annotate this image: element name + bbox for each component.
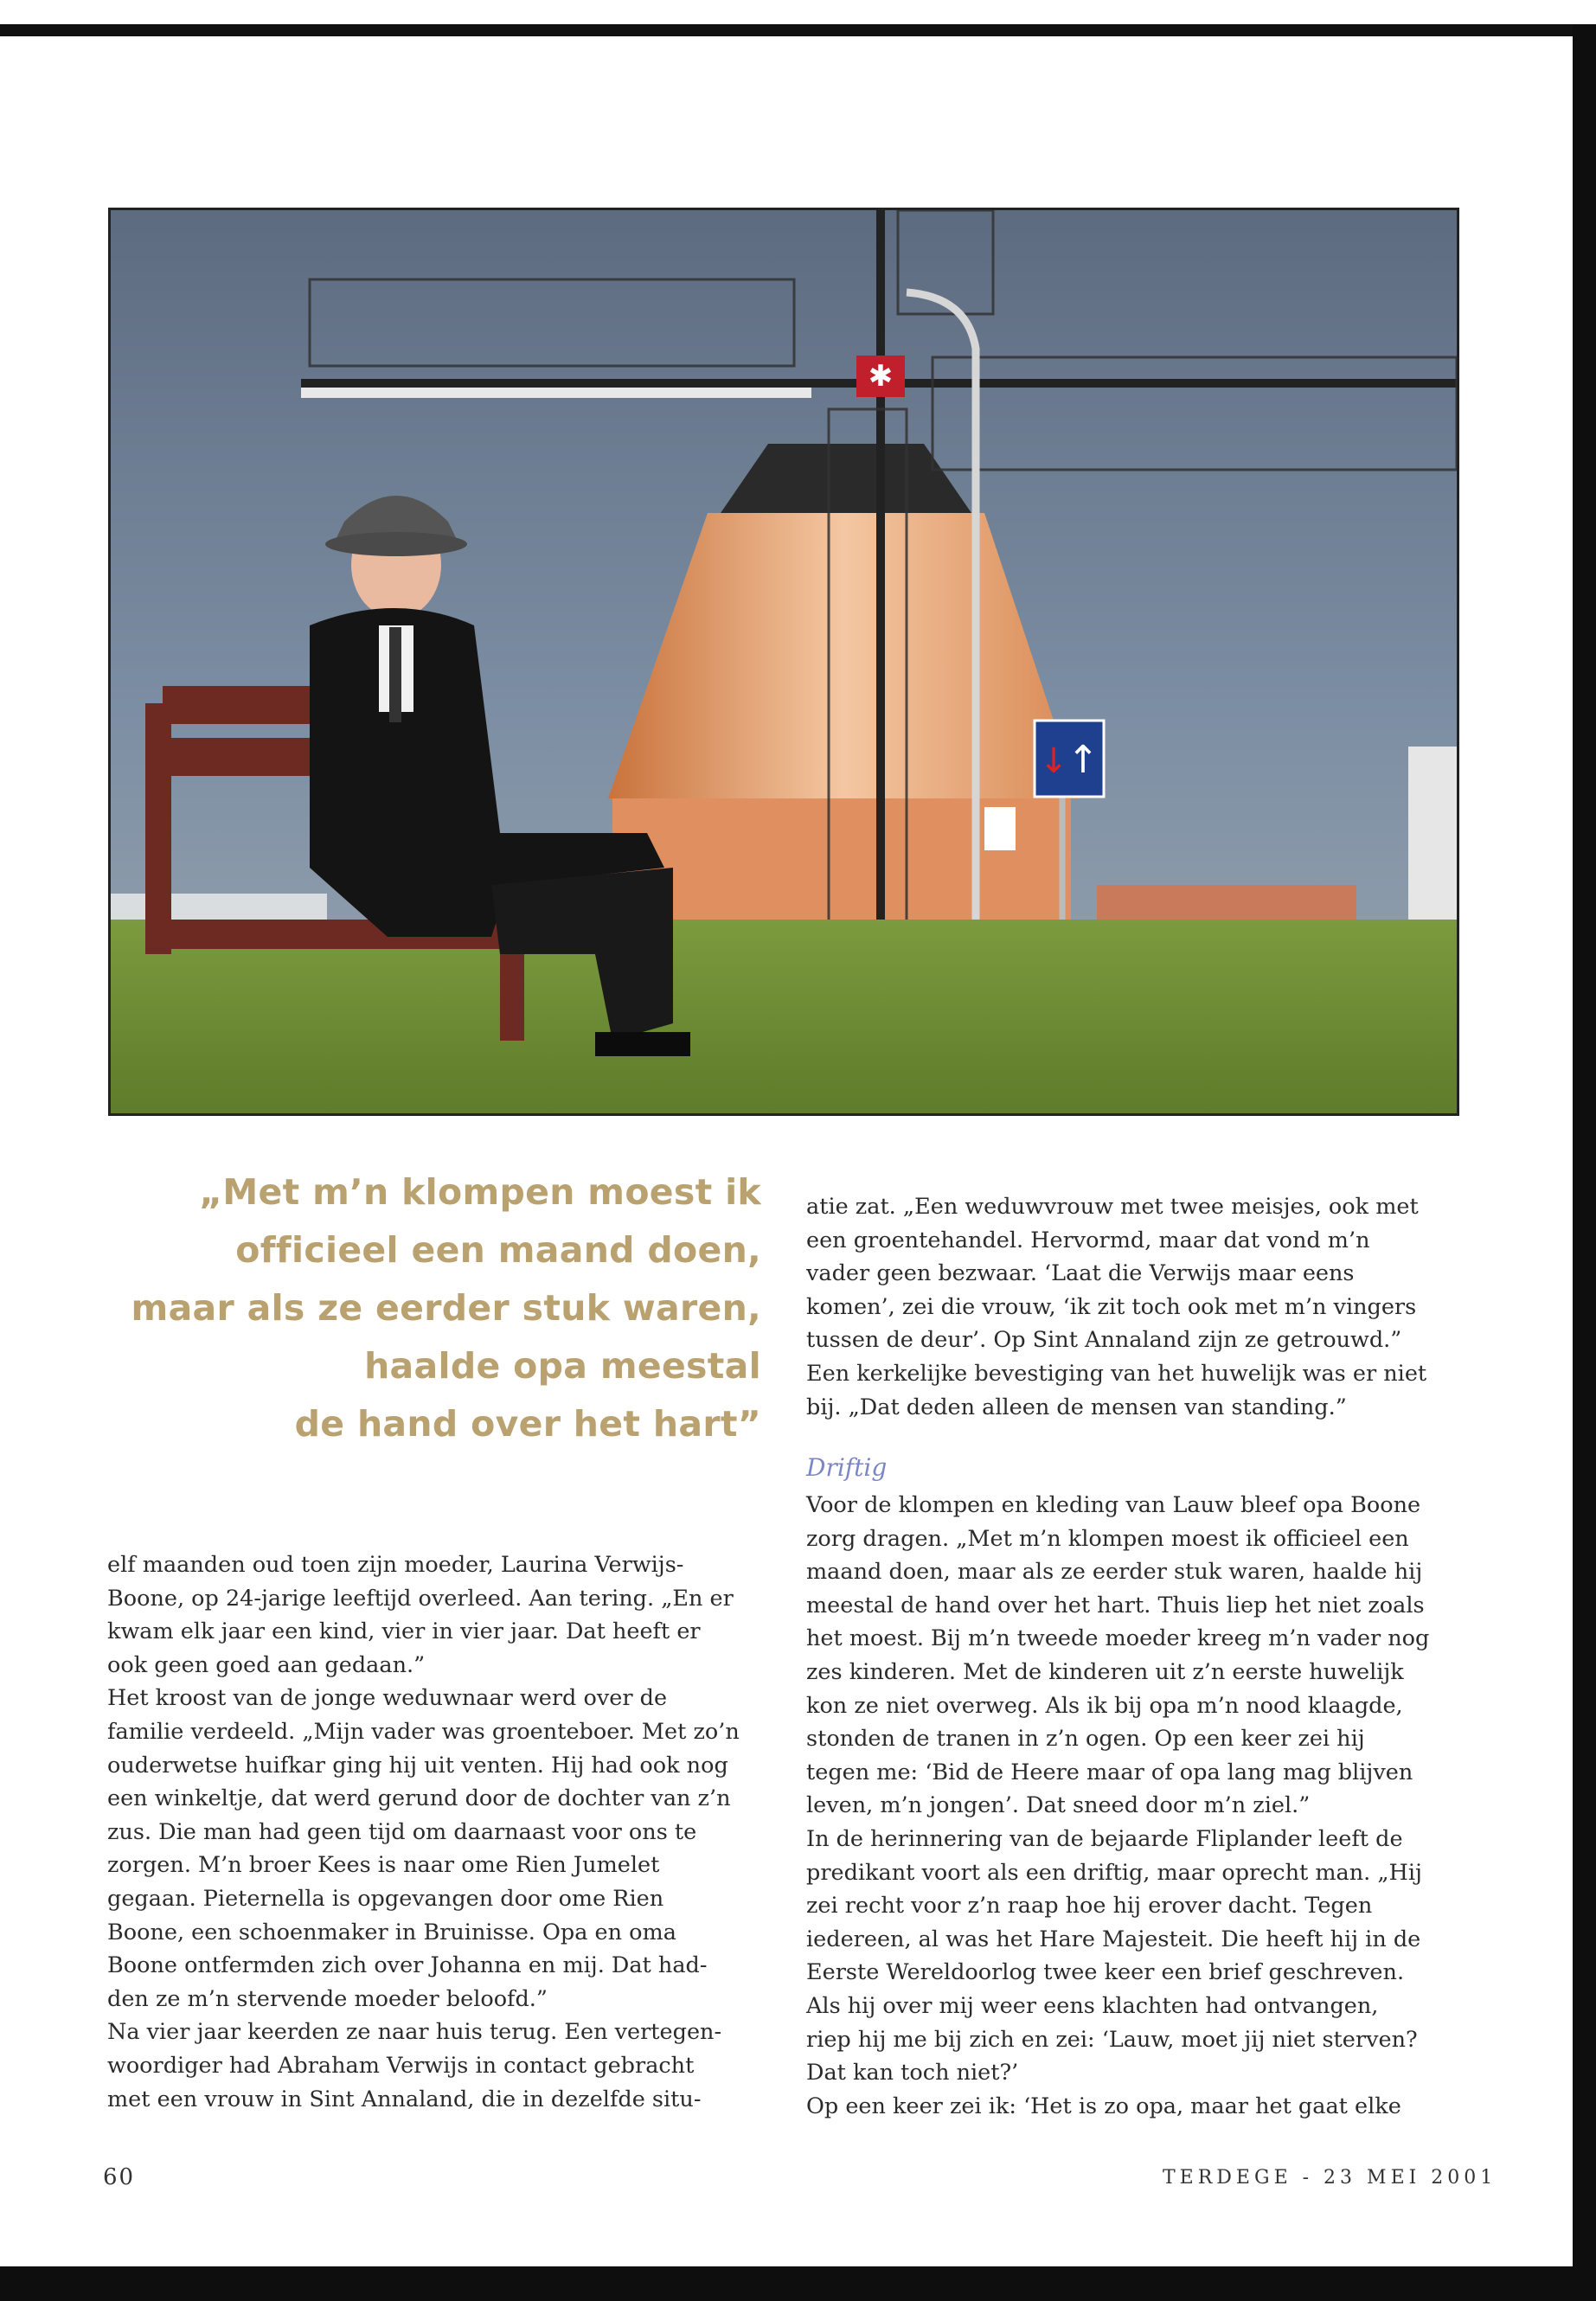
text-line: Voor de klompen en kleding van Lauw bleef opa Boone (806, 1492, 1421, 1518)
scan-edge-bottom (0, 2266, 1596, 2301)
text-line: maand doen, maar als ze eerder stuk waren, haalde hij (806, 1559, 1423, 1586)
text-line: gegaan. Pieternella is opgevangen door ome Rien (107, 1885, 664, 1912)
text-line: den ze m’n stervende moeder beloofd.” (107, 1985, 548, 2012)
text-line: ook geen goed aan gedaan.” (107, 1651, 426, 1678)
text-line: Dat kan toch niet?’ (806, 2060, 1019, 2086)
text-line: stonden de tranen in z’n ogen. Op een keer zei hij (806, 1726, 1365, 1753)
text-line: Op een keer zei ik: ‘Het is zo opa, maar het gaat elke (806, 2093, 1401, 2119)
text-line: zei recht voor z’n raap hoe hij erover dacht. Tegen (806, 1893, 1373, 1920)
section-heading: Driftig (806, 1453, 888, 1482)
right-column-bottom (806, 1489, 1472, 2123)
text-line: zorg dragen. „Met m’n klompen moest ik officieel een (806, 1525, 1409, 1552)
text-line: met een vrouw in Sint Annaland, die in dezelfde situ- (107, 2086, 702, 2112)
article-photo (108, 208, 1459, 1116)
left-column (107, 1548, 756, 2116)
text-line: Het kroost van de jonge weduwnaar werd over de (107, 1685, 668, 1712)
scan-edge-right (1573, 24, 1596, 2301)
text-line: predikant voort als een driftig, maar oprecht man. „Hij (806, 1859, 1422, 1886)
pull-quote-line: officieel een maand doen, (235, 1229, 761, 1271)
text-line: riep hij me bij zich en zei: ‘Lauw, moet jij niet sterven? (806, 2026, 1418, 2053)
text-line: Boone, een schoenmaker in Bruinisse. Opa en oma (107, 1919, 676, 1945)
text-line: kon ze niet overweg. Als ik bij opa m’n nood klaagde, (806, 1692, 1403, 1719)
text-line: iedereen, al was het Hare Majesteit. Die heeft hij in de (806, 1926, 1421, 1952)
pull-quote-line: haalde opa meestal (364, 1345, 761, 1387)
text-line: kwam elk jaar een kind, vier in vier jaar. Dat heeft er (107, 1618, 701, 1645)
text-line: Een kerkelijke bevestiging van het huwelijk was er niet (806, 1360, 1427, 1387)
text-line: zus. Die man had geen tijd om daarnaast voor ons te (107, 1818, 697, 1845)
text-line: atie zat. „Een weduwvrouw met twee meisjes, ook met (806, 1194, 1419, 1220)
pull-quote-line: maar als ze eerder stuk waren, (131, 1287, 761, 1329)
text-line: woordiger had Abraham Verwijs in contact gebracht (107, 2052, 695, 2079)
text-line: In de herinnering van de bejaarde Fliplander leeft de (806, 1825, 1403, 1852)
text-line: komen’, zei die vrouw, ‘ik zit toch ook met m’n vingers (806, 1293, 1417, 1320)
text-line: tegen me: ‘Bid de Heere maar of opa lang mag blijven (806, 1759, 1413, 1785)
svg-text:↑: ↑ (1067, 738, 1099, 782)
text-line: familie verdeeld. „Mijn vader was groenteboer. Met zo’n (107, 1718, 740, 1745)
text-line: Eerste Wereldoorlog twee keer een brief geschreven. (806, 1959, 1405, 1986)
text-line: een winkeltje, dat werd gerund door de dochter van z’n (107, 1785, 731, 1812)
right-column-top (806, 1190, 1472, 1424)
text-line: zes kinderen. Met de kinderen uit z’n eerste huwelijk (806, 1658, 1404, 1685)
page-number: 60 (103, 2164, 136, 2190)
pull-quote-line: „Met m’n klompen moest ik (199, 1171, 761, 1213)
pull-quote-line: de hand over het hart” (294, 1403, 761, 1445)
text-line: zorgen. M’n broer Kees is naar ome Rien Jumelet (107, 1852, 660, 1879)
scan-edge-top (0, 24, 1596, 36)
text-line: leven, m’n jongen’. Dat sneed door m’n ziel.” (806, 1792, 1311, 1819)
text-line: het moest. Bij m’n tweede moeder kreeg m’n vader nog (806, 1625, 1430, 1652)
text-line: Als hij over mij weer eens klachten had ontvangen, (806, 1992, 1379, 2019)
running-footer: TERDEGE - 23 MEI 2001 (1163, 2167, 1497, 2189)
text-line: vader geen bezwaar. ‘Laat die Verwijs maar eens (806, 1260, 1355, 1287)
text-line: Boone, op 24-jarige leeftijd overleed. Aan tering. „En er (107, 1585, 734, 1612)
pull-quote (108, 1163, 761, 1453)
text-line: bij. „Dat deden alleen de mensen van standing.” (806, 1394, 1347, 1420)
text-line: een groentehandel. Hervormd, maar dat vond m’n (806, 1227, 1370, 1253)
text-line: tussen de deur’. Op Sint Annaland zijn ze getrouwd.” (806, 1327, 1402, 1354)
text-line: elf maanden oud toen zijn moeder, Laurina Verwijs- (107, 1552, 684, 1578)
text-line: ouderwetse huifkar ging hij uit venten. Hij had ook nog (107, 1752, 728, 1779)
text-line: Na vier jaar keerden ze naar huis terug. Een vertegen- (107, 2019, 722, 2046)
svg-text:↓: ↓ (1039, 741, 1068, 781)
svg-text:✱: ✱ (868, 359, 894, 394)
text-line: Boone ontfermden zich over Johanna en mij. Dat had- (107, 1952, 708, 1979)
text-line: meestal de hand over het hart. Thuis liep het niet zoals (806, 1592, 1425, 1618)
